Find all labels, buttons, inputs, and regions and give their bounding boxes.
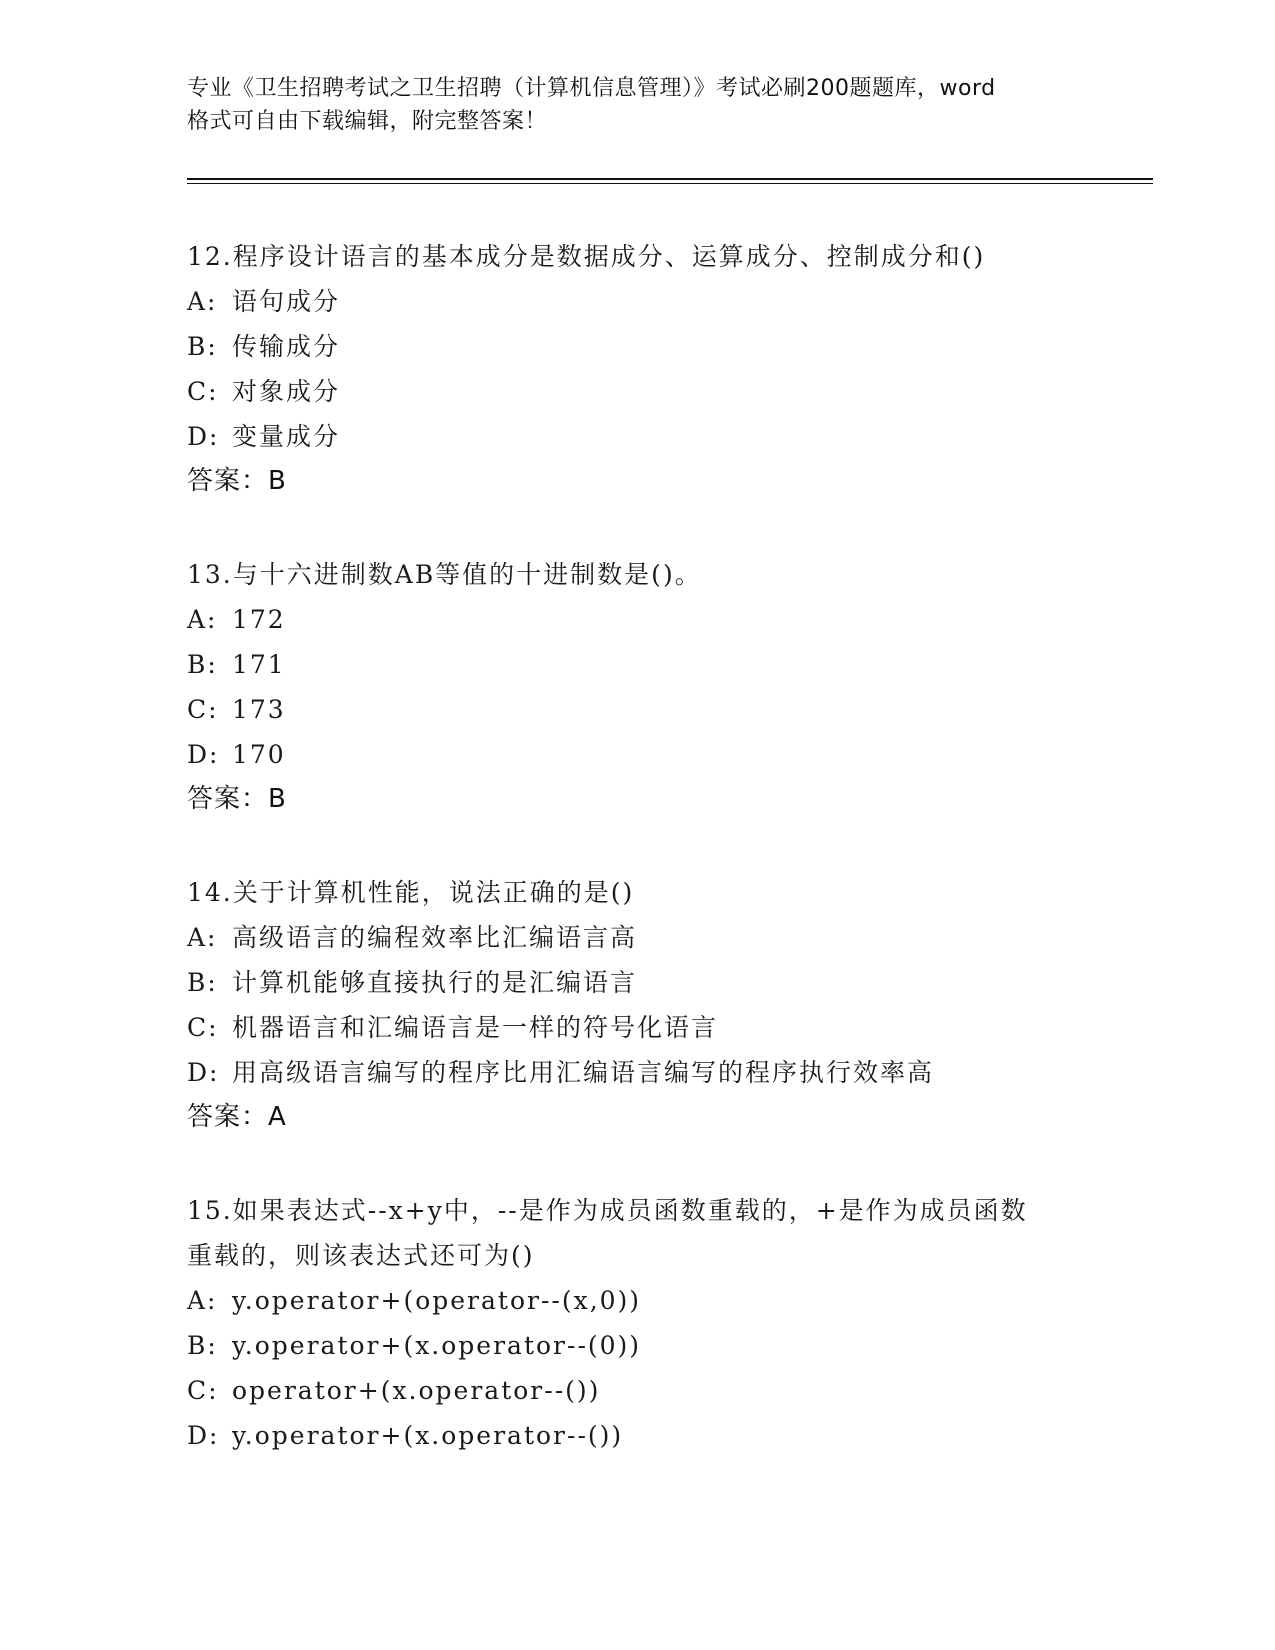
option-d (187, 732, 1087, 777)
option-key: A: (187, 923, 218, 952)
option-a (187, 915, 1087, 960)
option-key: D: (187, 740, 220, 769)
option-b (187, 642, 1087, 687)
question-stem: 13.与十六进制数AB等值的十进制数是()。 (187, 560, 702, 589)
option-b (187, 324, 1087, 369)
question-stem-line-2: 重载的，则该表达式还可为() (187, 1241, 535, 1270)
option-d (187, 414, 1087, 459)
question-15 (187, 1188, 1087, 1458)
option-text: y.operator+(x.operator--()) (232, 1421, 624, 1450)
option-key: A: (187, 1286, 218, 1315)
option-key: B: (187, 1331, 218, 1360)
option-text: 170 (232, 740, 286, 769)
document-header (187, 72, 1087, 138)
option-key: D: (187, 422, 220, 451)
option-text: y.operator+(x.operator--(0)) (232, 1331, 642, 1360)
answer-line: 答案：A (187, 1102, 287, 1132)
option-text: 传输成分 (232, 332, 341, 361)
answer-line: 答案：B (187, 784, 287, 814)
option-key: B: (187, 332, 218, 361)
option-key: C: (187, 1013, 219, 1042)
header-line-2: 格式可自由下载编辑，附完整答案！ (187, 109, 548, 134)
option-a (187, 279, 1087, 324)
option-key: D: (187, 1058, 220, 1087)
question-12 (187, 234, 1087, 504)
option-key: C: (187, 1376, 219, 1405)
question-stem-line-1: 15.如果表达式--x+y中，--是作为成员函数重载的，+是作为成员函数 (187, 1196, 1028, 1225)
option-key: A: (187, 605, 218, 634)
header-divider-thin (187, 183, 1153, 184)
option-a (187, 597, 1087, 642)
option-key: A: (187, 287, 218, 316)
option-text: 高级语言的编程效率比汇编语言高 (232, 923, 638, 952)
option-text: 172 (232, 605, 286, 634)
option-b (187, 960, 1087, 1005)
question-13 (187, 552, 1087, 822)
option-a (187, 1278, 1087, 1323)
option-c (187, 1368, 1087, 1413)
option-text: 变量成分 (232, 422, 341, 451)
question-14 (187, 870, 1087, 1140)
question-stem: 14.关于计算机性能，说法正确的是() (187, 878, 635, 907)
option-text: 171 (232, 650, 286, 679)
option-d (187, 1050, 1087, 1095)
option-text: 语句成分 (232, 287, 341, 316)
option-key: B: (187, 650, 218, 679)
option-c (187, 1005, 1087, 1050)
option-b (187, 1323, 1087, 1368)
option-key: D: (187, 1421, 220, 1450)
option-text: 用高级语言编写的程序比用汇编语言编写的程序执行效率高 (232, 1058, 935, 1087)
header-line-1: 专业《卫生招聘考试之卫生招聘（计算机信息管理）》考试必刷200题题库，word (187, 76, 996, 101)
option-key: C: (187, 377, 219, 406)
option-text: 173 (232, 695, 286, 724)
option-text: 机器语言和汇编语言是一样的符号化语言 (232, 1013, 719, 1042)
question-stem: 12.程序设计语言的基本成分是数据成分、运算成分、控制成分和() (187, 242, 986, 271)
header-divider-thick (187, 178, 1153, 180)
option-key: B: (187, 968, 218, 997)
option-d (187, 1413, 1087, 1458)
option-c (187, 369, 1087, 414)
answer-line: 答案：B (187, 466, 287, 496)
option-c (187, 687, 1087, 732)
option-key: C: (187, 695, 219, 724)
option-text: 对象成分 (232, 377, 341, 406)
option-text: operator+(x.operator--()) (232, 1376, 601, 1405)
option-text: 计算机能够直接执行的是汇编语言 (232, 968, 638, 997)
option-text: y.operator+(operator--(x,0)) (232, 1286, 642, 1315)
